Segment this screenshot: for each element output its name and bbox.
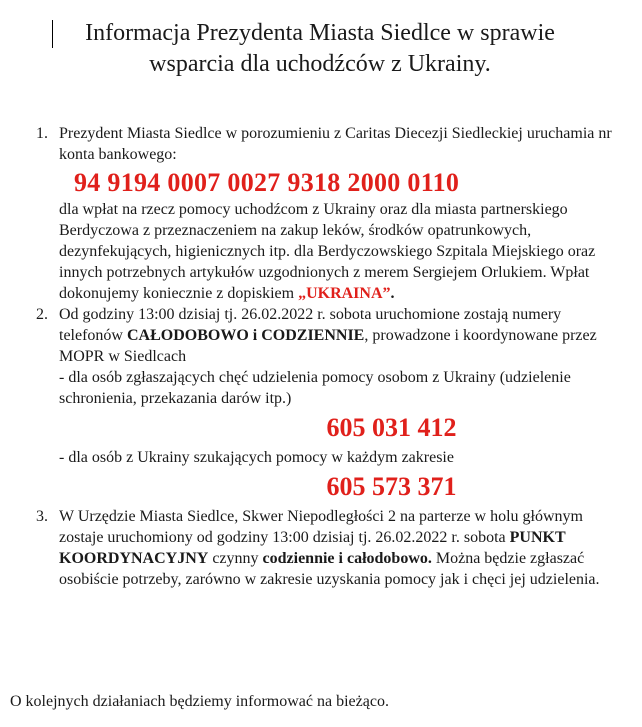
transfer-title-note: „UKRAINA” (298, 285, 391, 302)
item-1-body-end: . (390, 285, 395, 302)
item-3-text-a: W Urzędzie Miasta Siedlce, Skwer Niepodległości 2 na parterze w holu głównym zostaje uruchomiony od godziny 13:00 dzisiaj tj. 26.02.2022 r. sobota (59, 508, 583, 546)
item-2-intro-text: Od godziny 13:00 dzisiaj tj. 26.02.2022 r. sobota uruchomione zostają numery telefonów (59, 306, 562, 344)
item-3-text-c: Można będzie zgłaszać osobiście potrzeby, zarówno w zakresie uzyskania pomocy jak i chęci jej udzielenia. (59, 550, 600, 588)
closing-note: O kolejnych działaniach będziemy informować na bieżąco. (10, 693, 389, 710)
item-3-text-b: czynny (208, 550, 263, 567)
text-cursor (52, 20, 53, 48)
item-1-body (59, 199, 619, 304)
list-number-2: 2. (36, 306, 48, 323)
information-list (0, 123, 642, 590)
coordination-point-label: PUNKT KOORDYNACYJNY (59, 529, 566, 567)
title-line-1: Informacja Prezydenta Miasta Siedlce w sprawie (85, 20, 555, 46)
item-2-intro (59, 304, 619, 367)
refugees-group-label: - dla osób z Ukrainy szukających pomocy w każdym zakresie (59, 449, 454, 466)
item-2-intro-end: , prowadzone i koordynowane przez MOPR w Siedlcach (59, 327, 597, 365)
item-1-intro: Prezydent Miasta Siedlce w porozumieniu z Caritas Diecezji Siedleckiej uruchamia nr konta bankowego: (59, 125, 612, 163)
bank-account-number: 94 9194 0007 0027 9318 2000 0110 (74, 168, 460, 197)
opening-hours-emphasis: codziennie i całodobowo. (262, 550, 432, 567)
document-title (40, 18, 600, 80)
list-item-2 (0, 304, 619, 502)
item-1-body-text: dla wpłat na rzecz pomocy uchodźcom z Ukrainy oraz dla miasta partnerskiego Berdyczowa z przeznaczeniem na zakup leków, środków opatrunkowych, dezynfekujących, higienicznych itp. dla Berdyczowskiego Szpitala Miejskiego oraz innych potrzebnych artykułów uzgodnionych z merem Sergiejem Orlukiem. Wpłat dokonujemy koniecznie z dopiskiem (59, 201, 596, 302)
item-3-text (59, 506, 619, 590)
hours-emphasis: CAŁODOBOWO i CODZIENNIE (126, 327, 365, 344)
list-item-3 (0, 506, 619, 590)
list-number-1: 1. (36, 125, 48, 142)
list-number-3: 3. (36, 508, 48, 525)
helpers-group-label: - dla osób zgłaszających chęć udzielenia pomocy osobom z Ukrainy (udzielenie schronienia, przekazania darów itp.) (59, 369, 571, 407)
title-line-2: wsparcia dla uchodźców z Ukrainy. (149, 51, 491, 77)
phone-number-helpers: 605 031 412 (326, 413, 457, 442)
list-item-1 (0, 123, 619, 304)
phone-number-refugees: 605 573 371 (326, 472, 457, 501)
